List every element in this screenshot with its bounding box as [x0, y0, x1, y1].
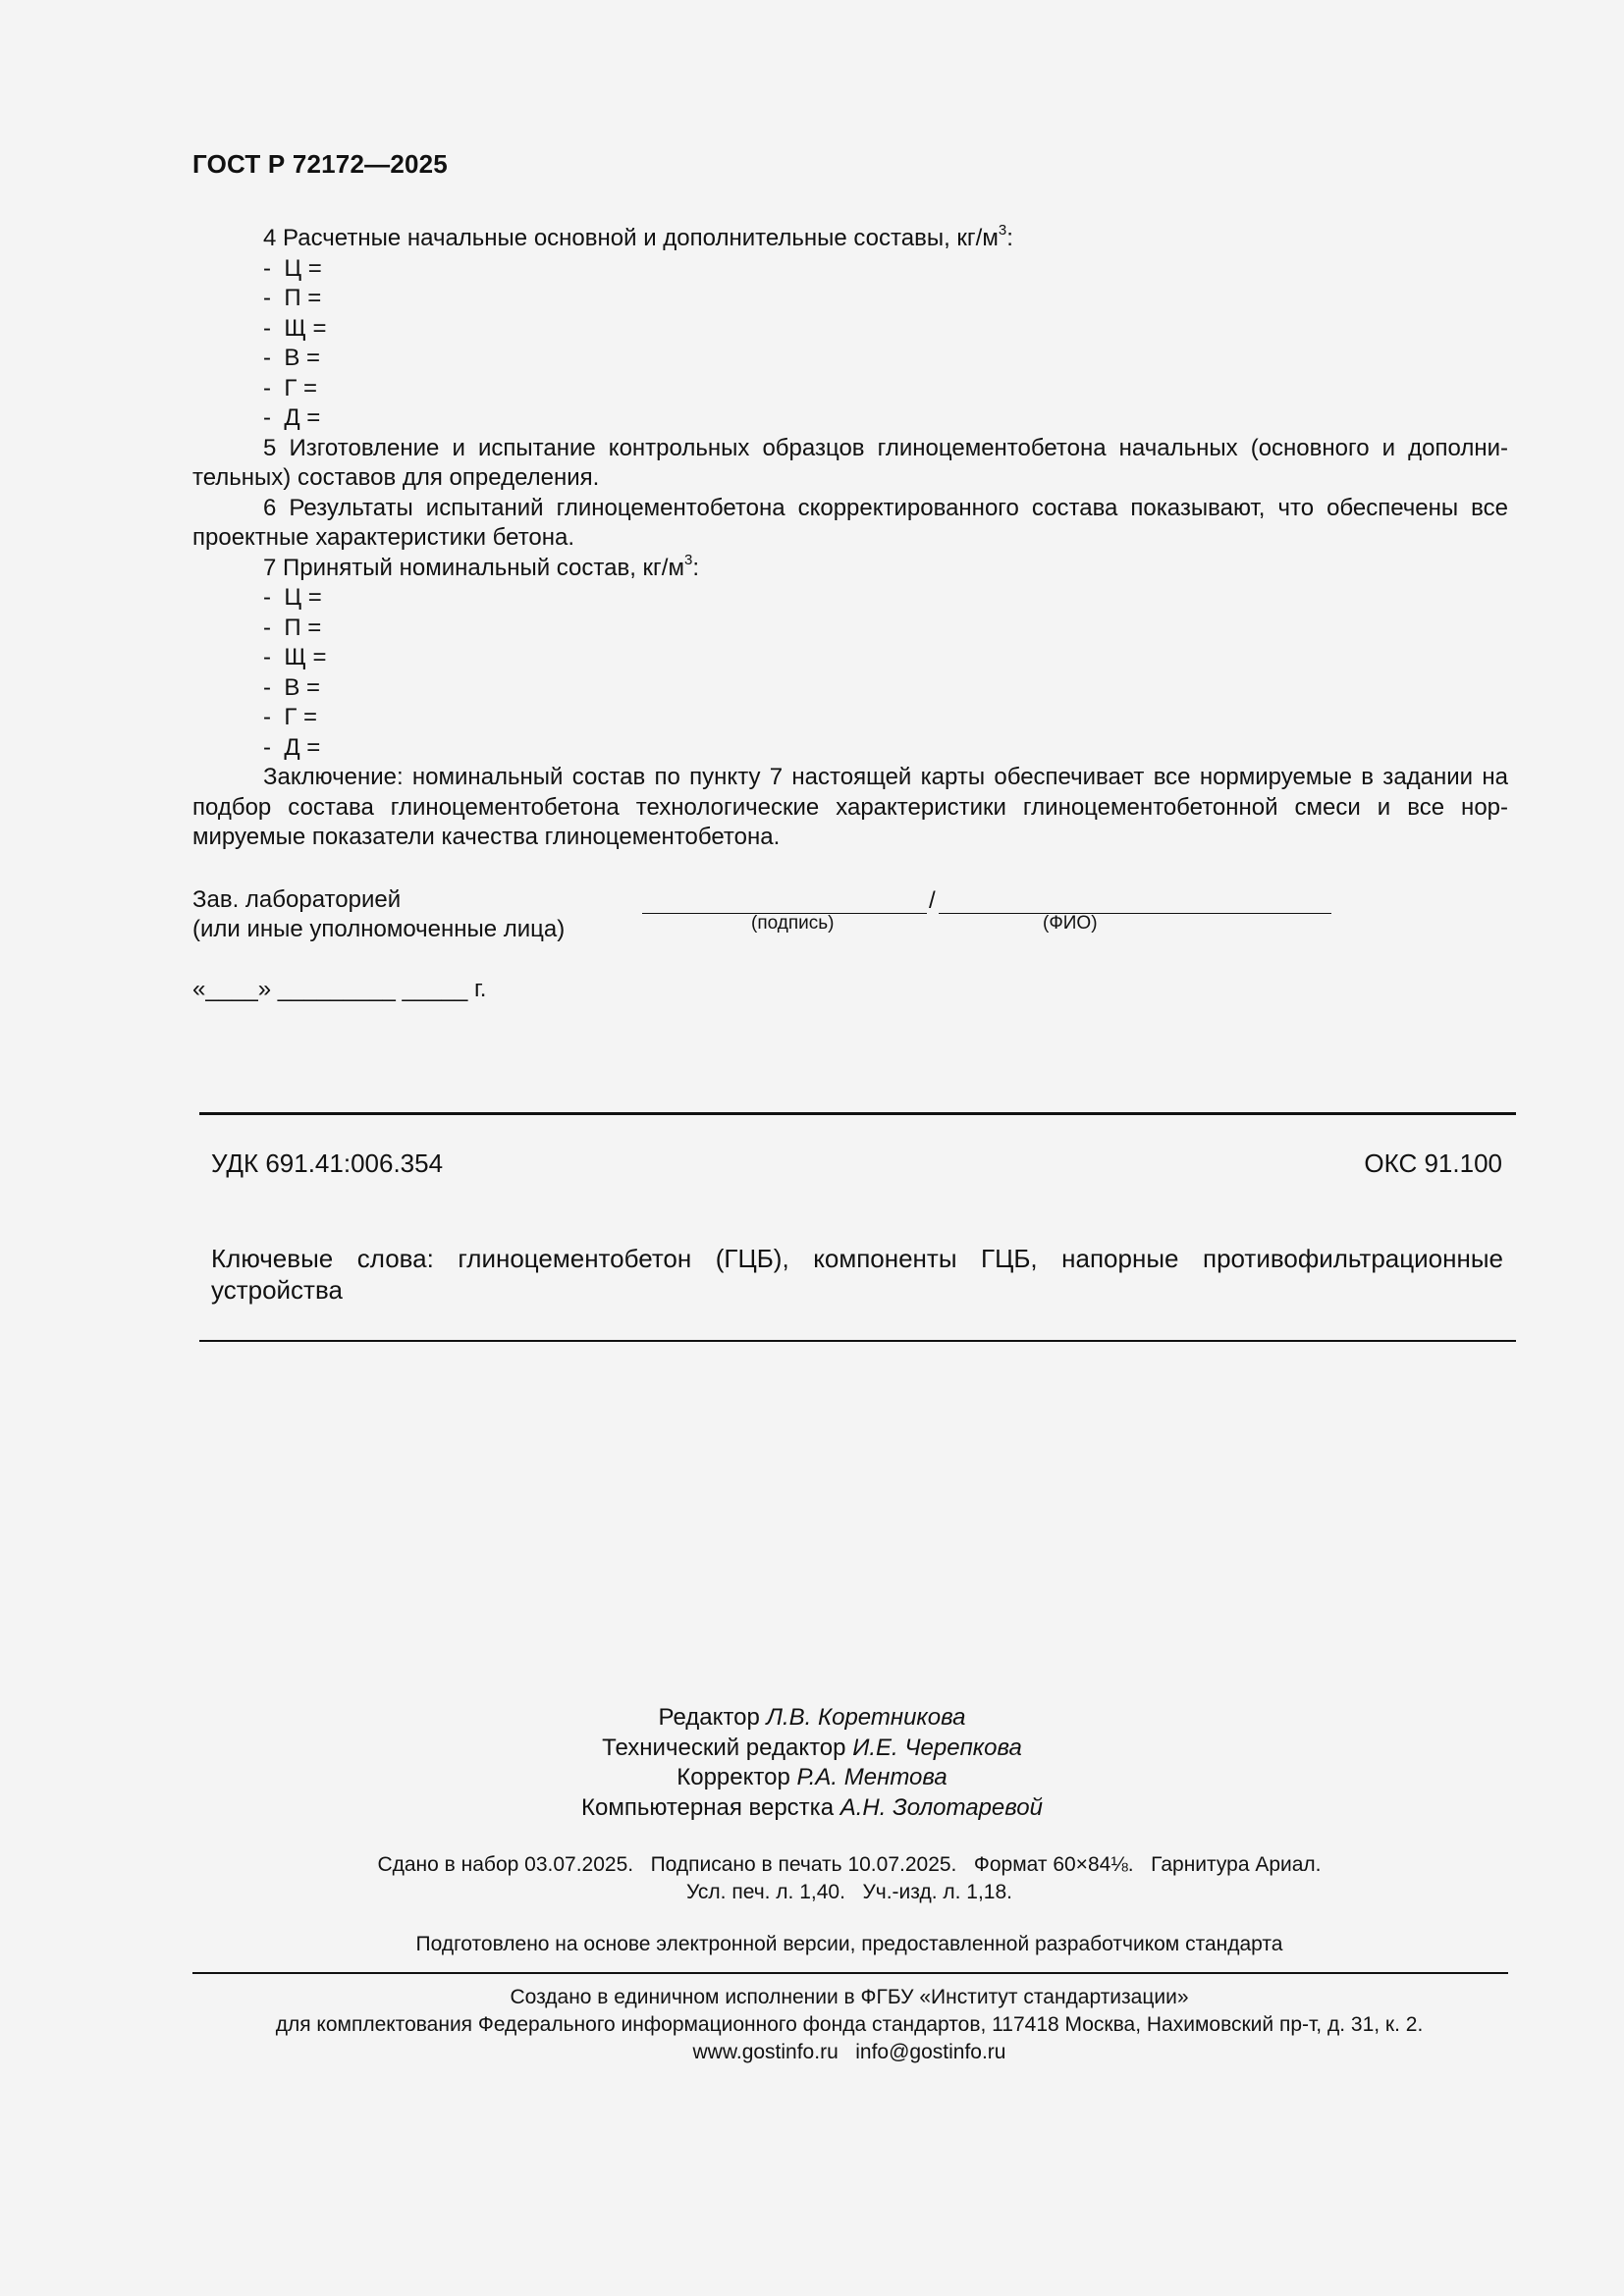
- prepared-note: Подготовлено на основе электронной версии, предоставленной разработчиком стандарта: [415, 1933, 1283, 1955]
- list-item: - Д =: [263, 404, 321, 431]
- item-6-text: 6 Результаты испытаний глиноцементобетона скорректированного состава показывают, что обеспечены все проектные характеристики бетона.: [192, 494, 1508, 551]
- imprint-line: Сдано в набор 03.07.2025. Подписано в печать 10.07.2025. Формат 60×84⅛. Гарнитура Ариал.: [377, 1853, 1322, 1876]
- list-item: - Ц =: [263, 584, 322, 611]
- footer-line: для комплектования Федерального информационного фонда стандартов, 117418 Москва, Нахимовский пр-т, д. 31, к. 2.: [275, 2013, 1424, 2036]
- footer-rule: [192, 1972, 1508, 1974]
- list-item: - Щ =: [263, 314, 327, 342]
- signature-label: [192, 885, 565, 944]
- top-rule: [199, 1112, 1516, 1115]
- conclusion-text: Заключение: номинальный состав по пункту 7 настоящей карты обеспечивает все нормируемые в задании на подбор состава глиноцементобетона технологические характеристики глиноцементобетонной смеси и все нор-мируемые показатели качества глиноцементобетона.: [192, 764, 1508, 850]
- list-item: - П =: [263, 285, 322, 311]
- credit-line: Компьютерная верстка А.Н. Золотаревой: [581, 1793, 1043, 1821]
- item-5-text: 5 Изготовление и испытание контрольных образцов глиноцементобетона начальных (основного и дополни-тельных) составов для определения.: [192, 434, 1508, 491]
- list-item: - Г =: [263, 704, 318, 730]
- item-7-title: 7 Принятый номинальный состав, $кг/м^3$:: [263, 551, 699, 581]
- list-item: - Д =: [263, 733, 321, 761]
- credit-line: Корректор Р.А. Ментова: [677, 1764, 947, 1790]
- list-item: - Щ =: [263, 644, 327, 670]
- udk-code: УДК 691.41:006.354: [211, 1148, 444, 1178]
- footer-line: Создано в единичном исполнении в ФГБУ «Институт стандартизации»: [510, 1986, 1189, 2008]
- keywords: Ключевые слова: глиноцементобетон (ГЦБ), компоненты ГЦБ, напорные противофильтрационные устройства: [211, 1244, 1503, 1305]
- list-item: - П =: [263, 614, 322, 641]
- date-line: «____» _________ _____ г.: [192, 976, 487, 1002]
- credit-line: Редактор Л.В. Коретникова: [658, 1704, 966, 1731]
- document-code: ГОСТ Р 72172—2025: [192, 149, 448, 179]
- list-item: - Г =: [263, 374, 318, 401]
- footer-contacts: www.gostinfo.ru info@gostinfo.ru: [692, 2041, 1006, 2063]
- list-item: - В =: [263, 345, 321, 371]
- name-line[interactable]: [939, 913, 1331, 914]
- item-4-title: 4 Расчетные начальные основной и дополнительные составы, $кг/м^3$:: [263, 222, 1013, 251]
- signature-label-line: (или иные уполномоченные лица): [192, 916, 566, 942]
- signature-caption: (подпись): [751, 913, 835, 934]
- signature-slash: /: [929, 887, 936, 914]
- oks-code: ОКС 91.100: [1364, 1148, 1502, 1178]
- name-caption: (ФИО): [1043, 913, 1098, 934]
- bottom-rule: [199, 1340, 1516, 1342]
- imprint-line: Усл. печ. л. 1,40. Уч.-изд. л. 1,18.: [685, 1881, 1012, 1903]
- credit-line: Технический редактор И.Е. Черепкова: [602, 1734, 1022, 1761]
- signature-label-line: Зав. лабораторией: [192, 886, 402, 913]
- list-item: - Ц =: [263, 254, 322, 282]
- credits: [0, 1703, 1624, 1823]
- form-content: [192, 224, 1508, 853]
- list-item: - В =: [263, 673, 321, 701]
